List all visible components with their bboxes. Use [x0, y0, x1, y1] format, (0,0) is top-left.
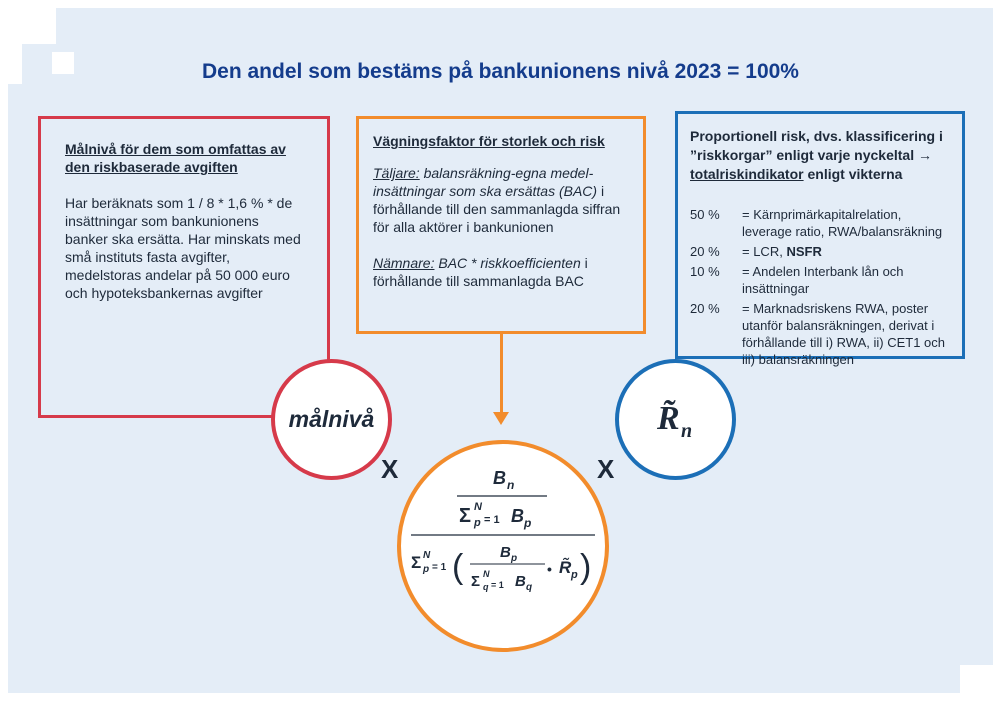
formula-b-n: B	[493, 468, 506, 488]
numerator-label: Täljare:	[373, 165, 420, 181]
weight-description-text: = LCR,	[742, 244, 783, 259]
corner-decoration	[0, 0, 56, 44]
weight-row	[690, 263, 950, 297]
target-level-text: Har beräknats som 1 / 8 * 1,6 % * de insättningar som bankunionens banker ska ersätta. Har minskats med små instituts fasta avgifter, medelstoras andelar på 50 000 euro och hypoteksbankernas avgifter	[65, 195, 301, 301]
formula-sigma-upper: N	[474, 501, 482, 513]
denominator-text	[373, 254, 629, 290]
weight-description: = Kärnprimärkapitalrelation, leverage ratio, RWA/balansräkning	[742, 207, 943, 239]
weight-percent: 10 %	[690, 264, 720, 279]
formula-b-p-2: B	[500, 544, 511, 561]
target-level-heading: Målnivå för dem som omfattas av den riskbaserade avgiften	[65, 141, 286, 175]
formula-sigma-2: Σ	[411, 553, 422, 572]
formula-sigma-index: p	[474, 517, 481, 529]
weighting-formula	[397, 440, 609, 652]
weight-description-bold: NSFR	[786, 244, 822, 259]
diagram-title: Den andel som bestäms på bankunionens nivå 2023 = 100%	[202, 60, 799, 83]
arrow-down-icon	[493, 412, 509, 425]
weighting-factor-box	[356, 116, 646, 334]
numerator-text	[373, 164, 629, 236]
denominator-italic: BAC * riskkoefficienten	[438, 255, 581, 271]
formula-sigma-2-eq: = 1	[432, 562, 447, 573]
formula-sigma-3-eq: = 1	[491, 580, 504, 590]
denominator-rest: i förhållande till sammanlagda BAC	[373, 255, 588, 289]
formula-left-paren: (	[452, 548, 464, 586]
risk-intro-end: enligt vikterna	[807, 166, 903, 182]
weight-row	[690, 243, 950, 260]
weight-description	[742, 243, 950, 260]
target-level-circle	[271, 359, 392, 480]
connector-line	[500, 334, 503, 416]
formula-sigma-eq: = 1	[484, 514, 500, 526]
proportional-risk-heading	[690, 127, 950, 184]
weight-description: = Marknadsriskens RWA, poster utanför balansräkningen, derivat i förhållande till i) RWA, ii) CET1 och iii) balansräkningen	[742, 301, 946, 367]
multiply-sign-left: X	[381, 454, 399, 484]
denominator-label: Nämnare:	[373, 255, 435, 271]
formula-b-p: B	[511, 506, 524, 526]
formula-p-sub-2: p	[511, 553, 518, 564]
multiply-sign-right: X	[597, 454, 615, 484]
formula-sigma-3-upper: N	[483, 569, 490, 579]
numerator-italic: balansräkning-egna medel-insättningar som ska ersättas (BAC)	[373, 165, 598, 199]
target-level-box	[38, 116, 330, 418]
formula-n-sub: n	[507, 478, 515, 492]
formula-r-tilde: R̃	[559, 558, 572, 577]
weight-row	[690, 300, 950, 368]
formula-sigma-3: Σ	[471, 573, 481, 590]
r-tilde-symbol: R̃	[657, 400, 680, 437]
weight-percent: 20 %	[690, 244, 720, 259]
formula-sigma: Σ	[459, 505, 472, 527]
formula-dot: •	[547, 561, 552, 577]
proportional-risk-box	[675, 111, 965, 367]
formula-b-q: B	[515, 573, 526, 590]
formula-sigma-2-upper: N	[423, 550, 431, 561]
formula-sigma-2-index: p	[423, 564, 430, 575]
formula-q-sub: q	[526, 582, 533, 593]
numerator-rest: i förhållande till den sammanlagda siffran för alla aktörer i bankunionen	[373, 183, 621, 235]
target-level-label: målnivå	[288, 406, 375, 432]
corner-decoration-bottom	[960, 665, 1001, 701]
risk-intro-underline: totalriskindikator	[690, 166, 804, 182]
formula-r-sub: p	[571, 569, 578, 581]
risk-indicator-symbol	[615, 359, 736, 480]
formula-sigma-3-index: q	[483, 582, 489, 592]
weight-percent: 50 %	[690, 207, 720, 222]
formula-right-paren: )	[580, 548, 592, 586]
weight-percent: 20 %	[690, 301, 720, 316]
weight-description: = Andelen Interbank lån och insättningar	[742, 264, 904, 296]
risk-intro-start: Proportionell risk, dvs. klassificering i ”riskkorgar” enligt varje nyckeltal →	[690, 128, 943, 163]
weight-row	[690, 206, 950, 240]
weighting-factor-heading: Vägningsfaktor för storlek och risk	[373, 133, 605, 149]
formula-p-sub: p	[524, 516, 532, 530]
r-subscript: n	[681, 420, 693, 442]
